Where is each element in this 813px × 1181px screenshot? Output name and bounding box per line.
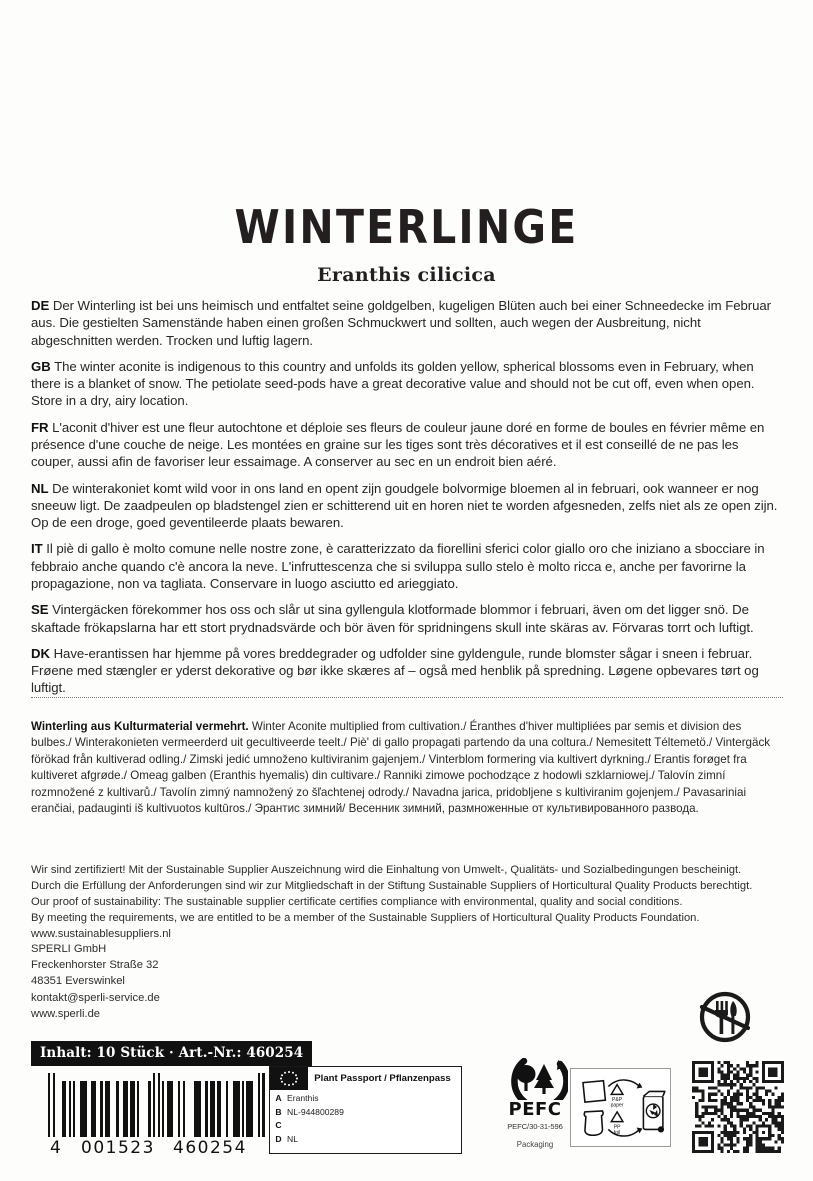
address-line: www.sperli.de	[31, 1007, 101, 1020]
not-for-food-symbol	[694, 988, 756, 1046]
language-code: SE	[31, 602, 49, 618]
title-block	[0, 200, 813, 286]
description-text: Vintergäcken förekommer hos oss och slår ut sina gyllengula klotformade blommor i februari, även om det ligger snö. De skaftade frökapslarna har ett stort prydnadsvärde och bör även för spridningens skull inte skäras av. Förvaras torrt och luftigt.	[31, 602, 754, 635]
description-text: Il piè di gallo è molto comune nelle nostre zone, è caratterizzato da fiorellini sferici color giallo oro che iniziano a sbocciare in febbraio anche quando c'è ancora la neve. L'infruttescenza che si sviluppa sullo stelo è molto ricca e, anche per favorirne la propagazione, non va tagliata. Conservare in luogo asciutto ed arieggiato.	[31, 541, 765, 591]
language-code: FR	[31, 419, 49, 435]
address-line: kontakt@sperli-service.de	[31, 991, 160, 1004]
botanical-name: Eranthis cilicica	[317, 264, 496, 286]
barcode	[48, 1073, 266, 1158]
plant-passport-value	[287, 1119, 461, 1133]
description-dk	[31, 645, 783, 697]
paper-sheet-icon	[583, 1081, 605, 1102]
language-code: DE	[31, 298, 50, 313]
certification-line: Wir sind zertifiziert! Mit der Sustainable Supplier Auszeichnung wird die Einhaltung von Umwelt-, Qualitäts- und Sozialbedingungen bescheinigt.	[31, 864, 742, 876]
plant-passport-value: Eranthis	[287, 1093, 319, 1103]
barcode-lead-digit: 4	[50, 1138, 63, 1158]
plant-passport-value: NL-944800289	[287, 1106, 344, 1117]
paper-recycle-triangle-icon	[611, 1085, 623, 1095]
address-line: 48351 Everswinkel	[31, 975, 125, 988]
description-it	[31, 540, 783, 592]
plant-passport-title: Plant Passport / Pflanzenpass	[314, 1073, 451, 1084]
description-text: L'aconit d'hiver est une fleur autochtone et déploie ses fleurs de couleur jaune doré en forme de boules en février même en présence d'une couche de neige. Les montées en graine sur les tiges sont très décoratives et il est conseillé de ne pas les couper, aussi afin de favoriser leur essaimage. A conserver au sec en un endroit bien aéré.	[31, 419, 765, 470]
certification-line: By meeting the requirements, we are entitled to be a member of the Sustainable Suppliers of Horticultural Quality Products Foundation.	[31, 912, 700, 925]
description-block	[31, 297, 783, 697]
pefc-code: PEFC/30-31-596	[507, 1122, 563, 1131]
plant-passport-row	[270, 1092, 461, 1106]
recycling-panel	[570, 1068, 671, 1147]
plant-passport-row	[270, 1133, 461, 1147]
description-se	[31, 601, 783, 636]
plant-passport-key: C	[275, 1120, 282, 1130]
divider-dotted	[31, 697, 783, 698]
cultivation-rest: Winter Aconite multiplied from cultivation./ Éranthes d'hiver multipliées par semis et division des bulbes./ Winterakonieten vermeerderd uit gecultiveerde teelt./ Piè' di gallo propagati partendo da una coltura./ Nemesitett Téltemetö./ Vintergäck förökad från kultiverad odling./ Zimski jedić umnoženo kultiviranim gajenjem./ Vinterblom formering via kultivert dyrkning./ Erantis forøget fra kultiveret afgrøde./ Omeag galben (Eranthis hyemalis) din cultivare./ Ranniki zimowe pochodzące z hodowli szklarniowej./ Talovín zimní rozmnožené z kultivarů./ Tavolín zimný namnožený zo šľachtenej odrody./ Navadna jarica, pridobljene s kultiviranim gojenjem./ Pavasariniai erančiai, padauginti iš kultivuotos kultūros./ Эрантис зимний/ Весенник зимний, размноженные от культивированного развода.	[31, 720, 771, 816]
description-de	[31, 297, 783, 349]
plant-passport-key: D	[275, 1133, 282, 1144]
pefc-wordmark: PEFC	[508, 1099, 562, 1120]
certification-text	[31, 862, 783, 942]
barcode-bars	[48, 1073, 266, 1137]
certification-line: Durch die Erfüllung der Anforderungen sind wir zur Mitgliedschaft in der Stiftung Sustainable Suppliers of Horticultural Quality Products berechtigt.	[31, 880, 753, 893]
pefc-logo-icon	[502, 1058, 568, 1100]
plant-passport-header	[270, 1067, 461, 1090]
barcode-left-group: 001523	[81, 1138, 155, 1158]
foil-label-1: PP	[613, 1124, 621, 1131]
language-code: DK	[31, 645, 50, 661]
description-nl	[31, 480, 783, 532]
certification-line: www.sustainablesuppliers.nl	[31, 928, 171, 941]
no-food-icon	[694, 988, 756, 1046]
plant-passport	[269, 1066, 462, 1154]
page-title: WINTERLINGE	[234, 200, 579, 255]
description-text: The winter aconite is indigenous to this country and unfolds its golden yellow, spherical blossoms even in February, when there is a blanket of snow. The petiolate seed-pods have a great decorative value and should not be cut off, even when open. Store in a dry, airy location.	[31, 358, 755, 409]
qr-code	[692, 1061, 784, 1153]
plant-passport-key: B	[275, 1106, 282, 1117]
barcode-digits	[48, 1138, 266, 1158]
description-text: Der Winterling ist bei uns heimisch und entfaltet seine goldgelben, kugeligen Blüten auch bei einer Schneedecke im Februar aus. Die gestielten Samenstände haben einen großen Schmuckwert und sollten, auch wegen der Ausbreitung, nicht abgeschnitten werden. Trocken und luftig lagern.	[31, 298, 772, 348]
paper-label-1: P&P	[612, 1097, 623, 1104]
plant-passport-value: NL	[287, 1133, 298, 1144]
description-text: Have-erantissen har hjemme på vores breddegrader og udfolder sine gyldengule, runde blomster sågar i sneen i februar. Frøene med stængler er yderst dekorative og bør ikke skæres af – også med henblik på spredning. Løgene opbevares tørt og luftigt.	[31, 645, 759, 696]
company-address	[31, 941, 361, 1022]
recycling-bin-icon	[643, 1091, 664, 1132]
foil-recycle-triangle-icon	[611, 1112, 623, 1122]
description-fr	[31, 419, 783, 471]
eu-flag-icon	[270, 1067, 308, 1090]
plant-passport-row	[270, 1119, 461, 1133]
address-line: Freckenhorster Straße 32	[31, 959, 159, 972]
plant-passport-row	[270, 1106, 461, 1120]
description-gb	[31, 358, 783, 410]
pefc-certification	[489, 1058, 581, 1149]
language-code: GB	[31, 358, 51, 374]
content-article-bar: Inhalt: 10 Stück · Art.-Nr.: 460254	[31, 1041, 312, 1066]
paper-label-2: paper	[610, 1102, 624, 1109]
foil-label-2: foil	[613, 1129, 621, 1136]
qr-code-icon	[692, 1061, 784, 1153]
plant-passport-key: A	[275, 1093, 282, 1103]
language-code: NL	[31, 480, 49, 496]
foil-bag-icon	[584, 1111, 603, 1135]
pefc-packaging-caption: Packaging	[516, 1140, 554, 1149]
cultivation-note	[31, 719, 783, 818]
barcode-module	[262, 1073, 264, 1137]
address-line: SPERLI GmbH	[31, 943, 107, 955]
cultivation-lead: Winterling aus Kulturmaterial vermehrt.	[31, 720, 249, 733]
plant-passport-rows	[270, 1090, 461, 1146]
certification-line: Our proof of sustainability: The sustainable supplier certificate certifies compliance with environmental, quality and social conditions.	[31, 896, 683, 909]
description-text: De winterakoniet komt wild voor in ons land en opent zijn goudgele bolvormige bloemen al in februari, ook wanneer er nog sneeuw ligt. De zaadpeulen op bladstengel zien er schitterend uit en horen niet te worden afgesneden, zelfs niet als ze open zijn. Op de een droge, goed geventileerde plaats bewaren.	[31, 480, 778, 531]
language-code: IT	[31, 541, 43, 557]
barcode-right-group: 460254	[173, 1138, 247, 1158]
